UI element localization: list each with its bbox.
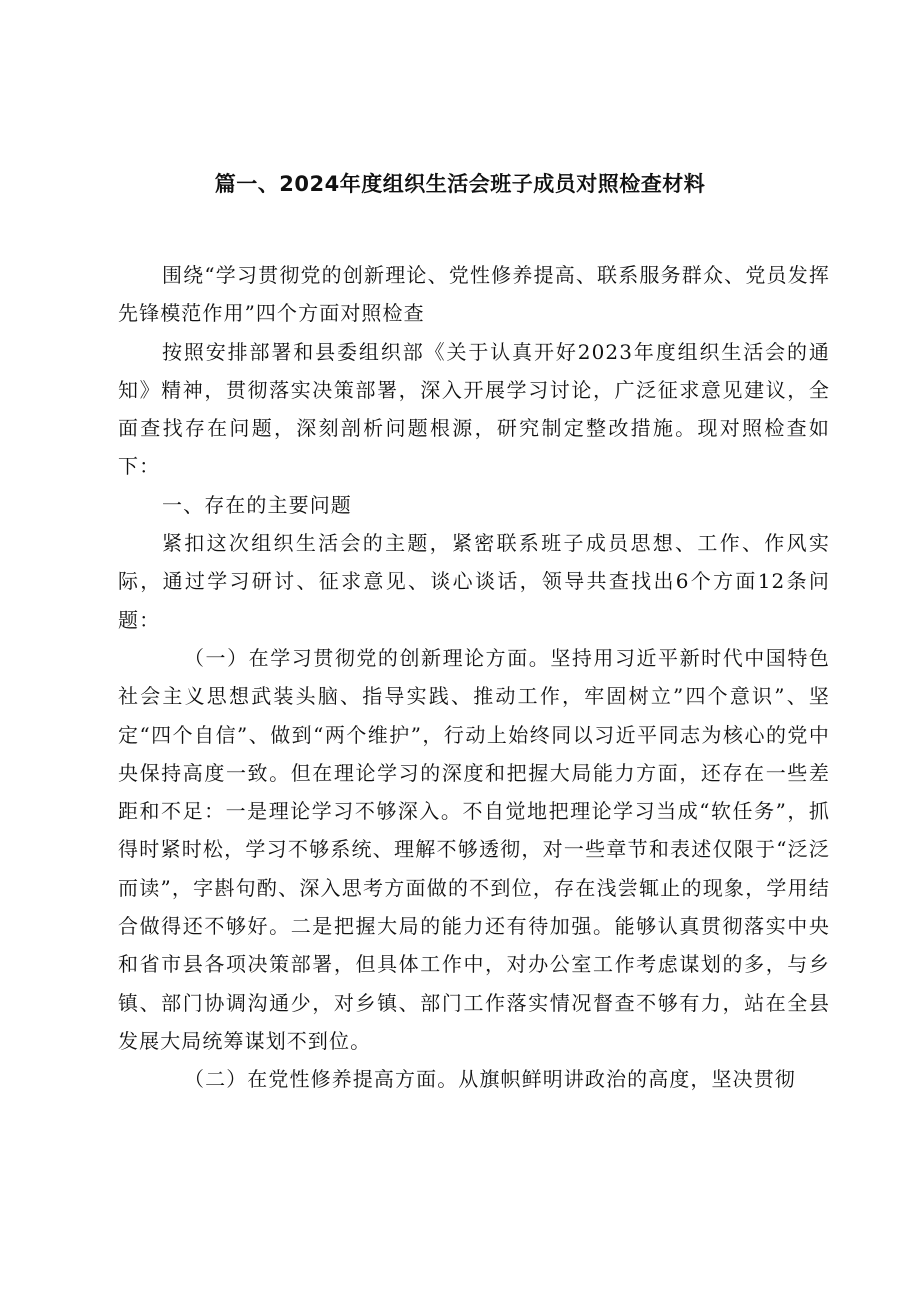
section-heading: 一、存在的主要问题 xyxy=(162,492,352,517)
document-body xyxy=(118,256,830,1099)
section-paragraph-party-spirit: （二）在党性修养提高方面。从旗帜鲜明讲政治的高度，坚决贯彻 xyxy=(184,1067,796,1092)
intro-paragraph-1: 围绕“学习贯彻党的创新理论、党性修养提高、联系服务群众、党员发挥先锋模范作用”四个方面对照检查 xyxy=(118,263,830,326)
document-title: 篇一、2024年度组织生活会班子成员对照检查材料 xyxy=(214,172,706,196)
section-paragraph-summary: 紧扣这次组织生活会的主题，紧密联系班子成员思想、工作、作风实际，通过学习研讨、征求意见、谈心谈话，领导共查找出6个方面12条问题： xyxy=(118,531,830,632)
section-paragraph-theory: （一）在学习贯彻党的创新理论方面。坚持用习近平新时代中国特色社会主义思想武装头脑、指导实践、推动工作，牢固树立”四个意识”、坚定“四个自信”、做到“两个维护”，行动上始终同以习近平同志为核心的党中央保持高度一致。但在理论学习的深度和把握大局能力方面，还存在一些差距和不足：一是理论学习不够深入。不自觉地把理论学习当成“软任务”，抓得时紧时松，学习不够系统、理解不够透彻，对一些章节和表述仅限于“泛泛而读”，字斟句酌、深入思考方面做的不到位，存在浅尝辄止的现象，学用结合做得还不够好。二是把握大局的能力还有待加强。能够认真贯彻落实中央和省市县各项决策部署，但具体工作中，对办公室工作考虑谋划的多，与乡镇、部门协调沟通少，对乡镇、部门工作落实情况督查不够有力，站在全县发展大局统筹谋划不到位。 xyxy=(118,645,830,1053)
intro-paragraph-2: 按照安排部署和县委组织部《关于认真开好2023年度组织生活会的通知》精神，贯彻落实决策部署，深入开展学习讨论，广泛征求意见建议，全面查找存在问题，深刻剖析问题根源，研究制定整改措施。现对照检查如下： xyxy=(118,339,830,479)
